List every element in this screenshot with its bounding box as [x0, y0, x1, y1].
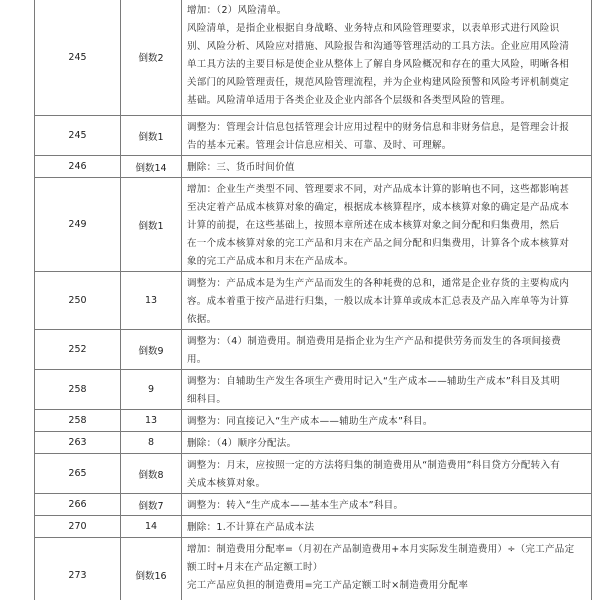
- page-number-cell: 249: [35, 178, 121, 272]
- line-position-cell: 倒数16: [121, 538, 182, 600]
- line-position-cell: 13: [121, 410, 182, 432]
- correction-text-line: 额工时+月末在产品定额工时）: [187, 562, 323, 573]
- correction-text-line: 基础。风险清单适用于各类企业及企业内部各个层级和各类型风险的管理。: [187, 95, 511, 106]
- page-number-cell: 252: [35, 330, 121, 370]
- page-number-cell: 245: [35, 0, 121, 116]
- line-position-cell: 倒数14: [121, 156, 182, 178]
- page-number-cell: 258: [35, 410, 121, 432]
- correction-text-cell: [182, 538, 592, 600]
- correction-text-line: 别、风险分析、风险应对措施、风险报告和沟通等管理活动的工具方法。企业应用风险清: [187, 41, 570, 52]
- errata-row: [35, 178, 592, 272]
- line-position-cell: 倒数9: [121, 330, 182, 370]
- correction-text-cell: [182, 178, 592, 272]
- errata-row: [35, 538, 592, 600]
- correction-text-line: 风险清单，是指企业根据自身战略、业务特点和风险管理要求，以表单形式进行风险识: [187, 23, 560, 34]
- correction-text-cell: [182, 432, 592, 454]
- page-number-cell: 266: [35, 494, 121, 516]
- page-number-cell: 270: [35, 516, 121, 538]
- correction-text-line: 删除：1.不计算在产品成本法: [187, 522, 315, 533]
- line-position-cell: 13: [121, 272, 182, 330]
- line-position-cell: 倒数8: [121, 454, 182, 494]
- correction-text-line: 调整为：自辅助生产发生各项生产费用时记入“生产成本——辅助生产成本”科目及其明: [187, 376, 561, 387]
- correction-text-cell: [182, 516, 592, 538]
- errata-row: [35, 494, 592, 516]
- errata-row: [35, 330, 592, 370]
- line-position-cell: 8: [121, 432, 182, 454]
- correction-text-cell: [182, 494, 592, 516]
- line-position-cell: 9: [121, 370, 182, 410]
- correction-text-line: 用。: [187, 354, 207, 365]
- correction-text-line: 细科目。: [187, 394, 227, 405]
- correction-text-line: 容。成本着重于按产品进行归集，一般以成本计算单或成本汇总表及产品入库单等为计算: [187, 296, 570, 307]
- correction-text-line: 计算的前提，在这些基础上，按照本章所述在成本核算对象之间分配和归集费用，然后: [187, 220, 560, 231]
- correction-text-line: 调整为：同直接记入“生产成本——辅助生产成本”科目。: [187, 416, 433, 427]
- correction-text-cell: [182, 330, 592, 370]
- correction-text-line: 关成本核算对象。: [187, 478, 266, 489]
- page-number-cell: 273: [35, 538, 121, 600]
- correction-text-cell: [182, 156, 592, 178]
- correction-text-line: 增加：企业生产类型不同、管理要求不同，对产品成本计算的影响也不同，这些都影响甚: [187, 184, 570, 195]
- correction-text-line: 调整为：月末，应按照一定的方法将归集的制造费用从“制造费用”科目贷方分配转入有: [187, 460, 561, 471]
- correction-text-line: 调整为：管理会计信息包括管理会计应用过程中的财务信息和非财务信息，是管理会计报: [187, 122, 570, 133]
- page-number-cell: 250: [35, 272, 121, 330]
- errata-row: [35, 454, 592, 494]
- correction-text-line: 关部门的风险管理责任，规范风险管理流程，并为企业构建风险预警和风险考评机制奠定: [187, 77, 570, 88]
- correction-text-line: 单工具方法的主要目标是使企业从整体上了解自身风险概况和存在的重大风险，明晰各相: [187, 59, 570, 70]
- line-position-cell: 倒数1: [121, 178, 182, 272]
- correction-text-cell: [182, 116, 592, 156]
- correction-text-line: 增加：（2）风险清单。: [187, 5, 287, 16]
- correction-text-line: 在一个成本核算对象的完工产品和月末在产品之间分配和归集费用，计算各个成本核算对: [187, 238, 570, 249]
- errata-table: [34, 0, 592, 600]
- correction-text-line: 完工产品应负担的制造费用=完工产品定额工时×制造费用分配率: [187, 580, 469, 591]
- correction-text-line: 告的基本元素。管理会计信息应相关、可靠、及时、可理解。: [187, 140, 452, 151]
- correction-text-cell: [182, 370, 592, 410]
- page-number-cell: 246: [35, 156, 121, 178]
- errata-row: [35, 370, 592, 410]
- correction-text-line: 调整为：（4）制造费用。制造费用是指企业为生产产品和提供劳务而发生的各项间接费: [187, 336, 561, 347]
- line-position-cell: 14: [121, 516, 182, 538]
- correction-text-cell: [182, 410, 592, 432]
- correction-text-line: 调整为：产品成本是为生产产品而发生的各种耗费的总和，通常是企业存货的主要构成内: [187, 278, 570, 289]
- correction-text-line: 删除：（4）顺序分配法。: [187, 438, 297, 449]
- line-position-cell: 倒数7: [121, 494, 182, 516]
- page-number-cell: 263: [35, 432, 121, 454]
- correction-text-line: 删除：三、货币时间价值: [187, 162, 295, 173]
- page-number-cell: 265: [35, 454, 121, 494]
- errata-row: [35, 410, 592, 432]
- line-position-cell: 倒数2: [121, 0, 182, 116]
- correction-text-line: 依据。: [187, 314, 217, 325]
- correction-text-line: 调整为：转入“生产成本——基本生产成本”科目。: [187, 500, 404, 511]
- errata-row: [35, 116, 592, 156]
- errata-row: [35, 156, 592, 178]
- correction-text-cell: [182, 0, 592, 116]
- errata-row: [35, 516, 592, 538]
- correction-text-line: 增加：制造费用分配率=（月初在产品制造费用+本月实际发生制造费用）÷（完工产品定: [187, 544, 575, 555]
- correction-text-line: 象的完工产品成本和月末在产品成本。: [187, 256, 354, 267]
- errata-row: [35, 272, 592, 330]
- errata-table-body: [35, 0, 592, 600]
- page-number-cell: 245: [35, 116, 121, 156]
- correction-text-cell: [182, 454, 592, 494]
- correction-text-cell: [182, 272, 592, 330]
- errata-row: [35, 432, 592, 454]
- correction-text-line: 至决定着产品成本核算对象的确定，根据成本核算程序，成本核算对象的确定是产品成本: [187, 202, 570, 213]
- page-number-cell: 258: [35, 370, 121, 410]
- errata-row: [35, 0, 592, 116]
- line-position-cell: 倒数1: [121, 116, 182, 156]
